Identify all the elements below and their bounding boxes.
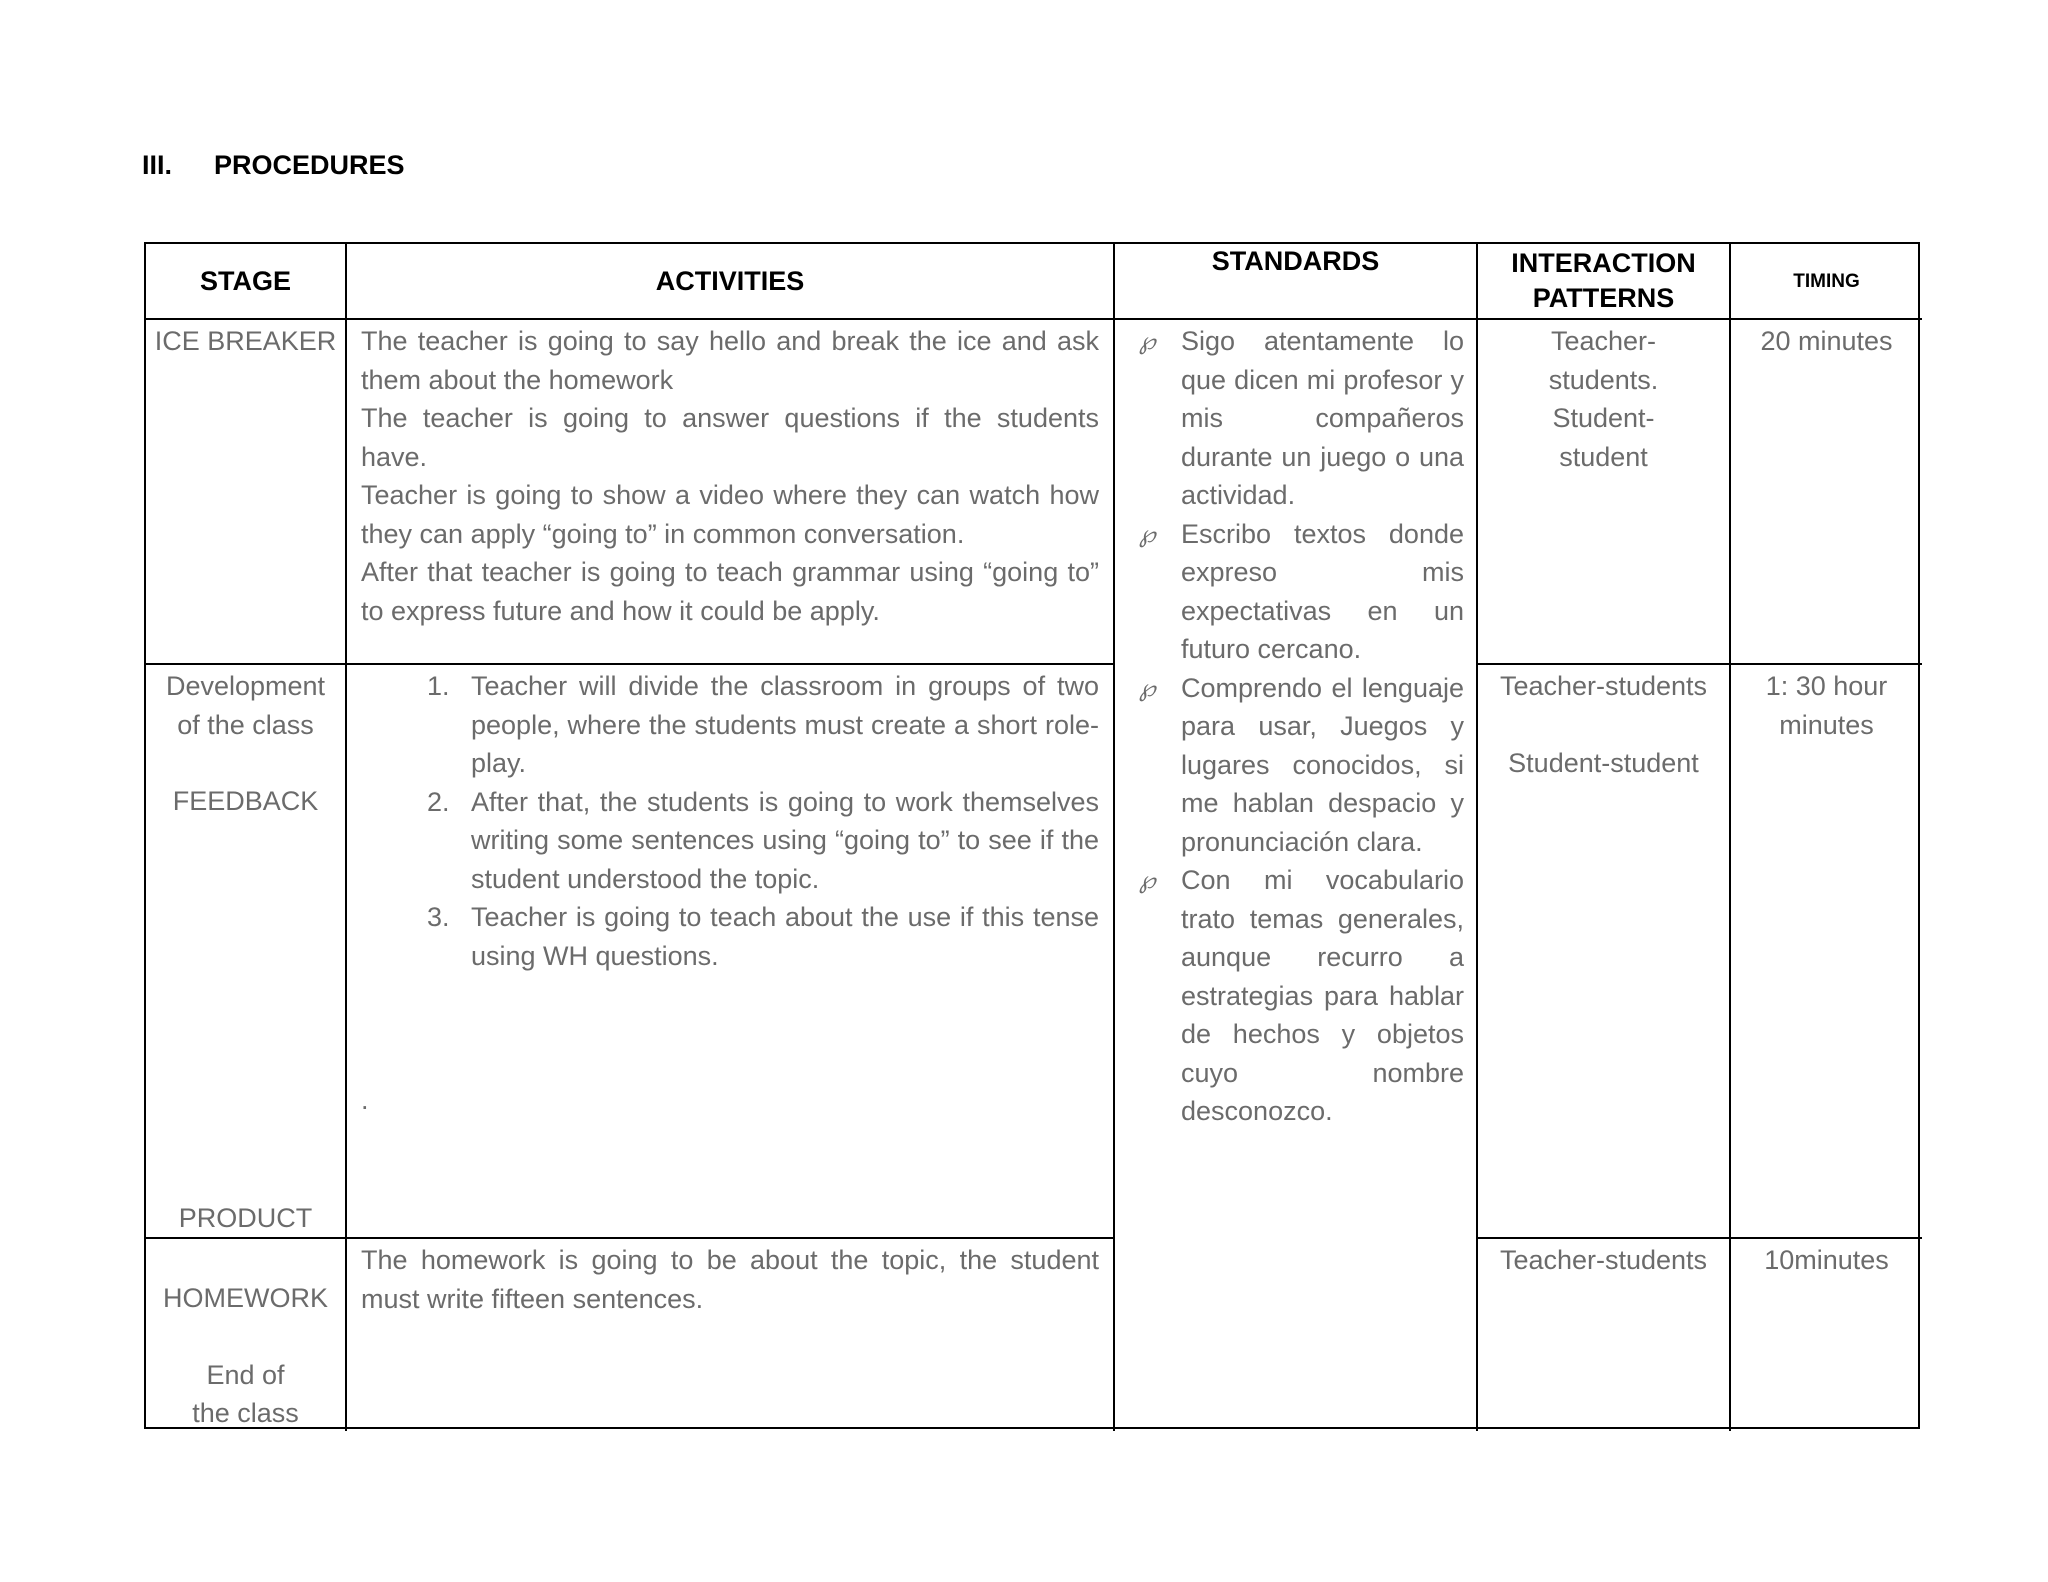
interaction-development [1478, 665, 1731, 1239]
standard-item: ℘ Con mi vocabulario trato temas generales, aunque recurro a estrategias para hablar de hechos y objetos cuyo nombre desconozco. [1181, 861, 1464, 1131]
activity-text: Teacher is going to show a video where they can watch how they can apply “going to” in common conversation. [361, 480, 1099, 549]
timing-ice-breaker: 20 minutes [1731, 320, 1922, 665]
stage-label: FEEDBACK [172, 786, 319, 816]
stage-label: End of the class [192, 1359, 299, 1428]
timing-development: 1: 30 hour minutes [1731, 665, 1922, 1239]
standards-list [1139, 322, 1464, 1131]
script-flourish-icon: ℘ [1139, 866, 1156, 894]
script-flourish-icon: ℘ [1139, 519, 1156, 548]
list-item: 2. After that, the students is going to work themselves writing some sentences using “going to” to see if the student understood the topic. [457, 783, 1099, 899]
stage-label: PRODUCT [178, 1202, 313, 1233]
activities-development [347, 665, 1115, 1239]
activity-text: The teacher is going to answer questions if the students have. [361, 403, 1099, 472]
activities-ice-breaker [347, 320, 1115, 665]
header-standards: STANDARDS [1115, 244, 1478, 320]
activity-extra: . [361, 1085, 369, 1115]
timing-homework: 10minutes [1764, 1245, 1889, 1275]
interaction-label: Student-student [1508, 747, 1699, 778]
activity-text: The teacher is going to say hello and break the ice and ask them about the homework [361, 326, 1099, 395]
stage-label: Development of the class [165, 671, 326, 740]
standards-cell [1115, 320, 1478, 1431]
procedures-table [144, 242, 1920, 1429]
section-number: III. [142, 150, 173, 180]
list-item: 1. Teacher will divide the classroom in groups of two people, where the students must create a short role-play. [457, 667, 1099, 783]
header-activities: ACTIVITIES [347, 244, 1115, 320]
interaction-homework: Teacher-students [1478, 1239, 1731, 1431]
section-title: PROCEDURES [214, 150, 405, 180]
list-item: 3. Teacher is going to teach about the use if this tense using WH questions. [457, 898, 1099, 975]
interaction-label: Teacher-students [1499, 671, 1708, 701]
header-interaction: INTERACTION PATTERNS [1478, 244, 1731, 320]
script-flourish-icon: ℘ [1139, 327, 1156, 355]
activities-list [361, 667, 1099, 975]
section-heading [142, 150, 405, 181]
stage-development [146, 665, 347, 1239]
activity-text: After that teacher is going to teach grammar using “going to” to express future and how it could be apply. [361, 557, 1099, 626]
header-timing: TIMING [1731, 244, 1922, 320]
header-stage: STAGE [146, 244, 347, 320]
script-flourish-icon: ℘ [1139, 673, 1156, 702]
standard-item: ℘ Escribo textos donde expreso mis expectativas en un futuro cercano. [1181, 515, 1464, 669]
activities-homework: The homework is going to be about the topic, the student must write fifteen sentences. [347, 1239, 1115, 1431]
stage-ice-breaker: ICE BREAKER [146, 320, 347, 665]
standard-item: ℘ Comprendo el lenguaje para usar, Juegos y lugares conocidos, si me hablan despacio y pronunciación clara. [1181, 669, 1464, 862]
stage-label: HOMEWORK [163, 1283, 328, 1313]
interaction-ice-breaker: Teacher-students. Student-student [1478, 320, 1731, 665]
standard-item: ℘ Sigo atentamente lo que dicen mi profesor y mis compañeros durante un juego o una actividad. [1181, 322, 1464, 515]
stage-homework [146, 1239, 347, 1431]
